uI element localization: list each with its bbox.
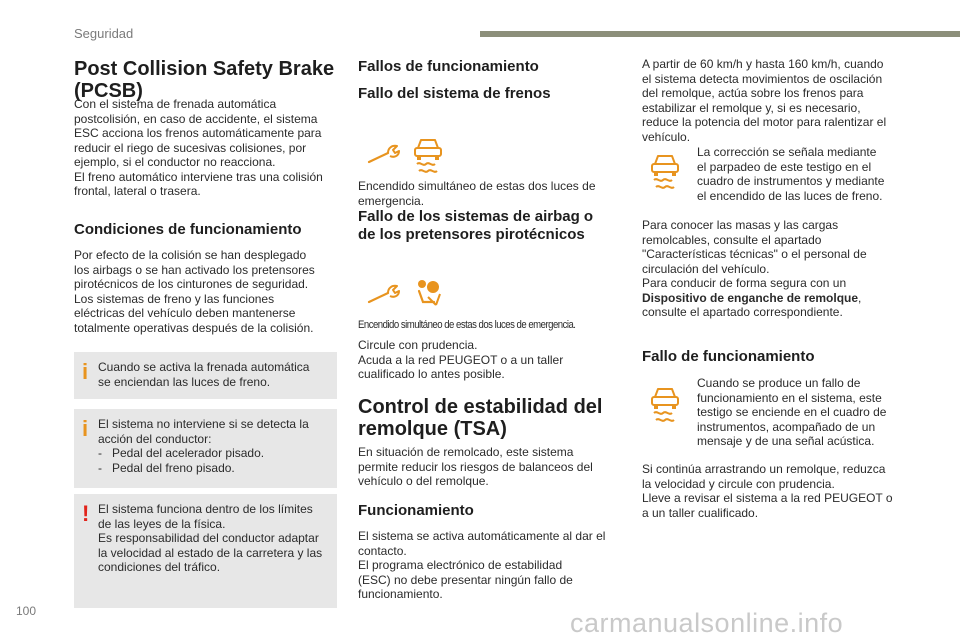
towbar-reference: Dispositivo de enganche de remolque	[642, 290, 859, 305]
conditions-title: Condiciones de funcionamiento	[74, 221, 302, 238]
info-mark-icon: i	[82, 359, 89, 384]
pcsb-title: Post Collision Safety Brake (PCSB)	[74, 58, 335, 102]
wrench-icon	[366, 142, 402, 166]
brake-fault-text: Encendido simultáneo de estas dos luces de emergencia.	[358, 179, 596, 208]
faults-title: Fallos de funcionamiento	[358, 58, 539, 75]
warning-mark-icon: !	[82, 501, 90, 526]
tsa-title: Control de estabilidad del remolque (TSA)	[358, 396, 603, 440]
esc-skid-icon	[647, 152, 683, 190]
list-item: - Pedal del freno pisado.	[98, 460, 235, 475]
esc-skid-icon	[647, 385, 683, 423]
warning-note-physics: ! El sistema funciona dentro de los límites de las leyes de la física. Es responsabilidad del conductor adaptar la velocidad al estado de la carretera y las condiciones del tráfico.	[74, 494, 337, 608]
pcsb-intro: Con el sistema de frenada automática postcolisión, en caso de accidente, el sistema ESC acciona los frenos automáticamente para reducir el riego de sucesivas colisiones, por ejemplo, si el conductor no reacciona. El freno automático interviene tras una colisión frontal, lateral o trasera.	[74, 97, 323, 198]
correction-text: La corrección se señala mediante el parpadeo de este testigo en el cuadro de instrumentos y mediante el encendido de las luces de freno.	[697, 145, 885, 203]
airbag-fault-caption: Encendido simultáneo de estas dos luces de emergencia.	[358, 319, 576, 331]
airbag-seatbelt-icon	[412, 278, 446, 308]
section-title: Seguridad	[74, 26, 134, 41]
tsa-text: En situación de remolcado, este sistema permite reducir los riesgos de balanceos del vehículo o del remolque.	[358, 445, 593, 488]
list-item: - Pedal del acelerador pisado.	[98, 446, 265, 460]
operation-text: El sistema se activa automáticamente al dar el contacto. El programa electrónico de estabilidad (ESC) no debe presentar ningún fallo de funcionamiento.	[358, 529, 606, 601]
brake-fault-title: Fallo del sistema de frenos	[358, 85, 551, 102]
info-note-brake-lights: i Cuando se activa la frenada automática se enciendan las luces de freno.	[74, 352, 337, 399]
masses-text: Para conocer las masas y las cargas remolcables, consulte el apartado "Características técnicas" o el personal de circulación del vehículo. Para conducir de forma segura con un Dispositivo de enganche de remolque, consulte el apartado correspondiente.	[642, 218, 867, 319]
fault-text: Cuando se produce un fallo de funcionamiento en el sistema, este testigo se enciende en el cuadro de instrumentos, acompañado de un mensaje y de una señal acústica.	[697, 376, 887, 448]
wrench-icon	[366, 282, 402, 306]
info-mark-icon: i	[82, 416, 89, 441]
esc-skid-icon	[410, 136, 446, 174]
tsa-intro-text: A partir de 60 km/h y hasta 160 km/h, cuando el sistema detecta movimientos de oscilación del remolque, actúa sobre los frenos para estabilizar el remolque y, si es necesario, reduce la potencia del motor para ralentizar el vehículo.	[642, 57, 887, 144]
watermark: carmanualsonline.info	[570, 608, 844, 638]
fault-title: Fallo de funcionamiento	[642, 348, 815, 365]
page-number: 100	[16, 604, 37, 618]
closing-text: Si continúa arrastrando un remolque, reduzca la velocidad y circule con prudencia. Lleve a revisar el sistema a la red PEUGEOT o a un taller cualificado.	[642, 462, 893, 520]
airbag-fault-title: Fallo de los sistemas de airbag o de los pretensores pirotécnicos	[358, 208, 594, 243]
airbag-fault-text: Circule con prudencia. Acuda a la red PEUGEOT o a un taller cualificado lo antes posible.	[358, 338, 564, 381]
header-bar	[480, 31, 960, 37]
info-note-driver-action: i El sistema no interviene si se detecta la acción del conductor: - Pedal del acelerador pisado. - Pedal del freno pisado.	[74, 409, 337, 488]
conditions-text: Por efecto de la colisión se han desplegado los airbags o se han activado los pretensores pirotécnicos de los cinturones de seguridad. Los sistemas de freno y las funciones eléctricas del vehículo deben mantenerse totalmente operativas después de la colisión.	[74, 248, 315, 335]
operation-title: Funcionamiento	[358, 502, 474, 519]
